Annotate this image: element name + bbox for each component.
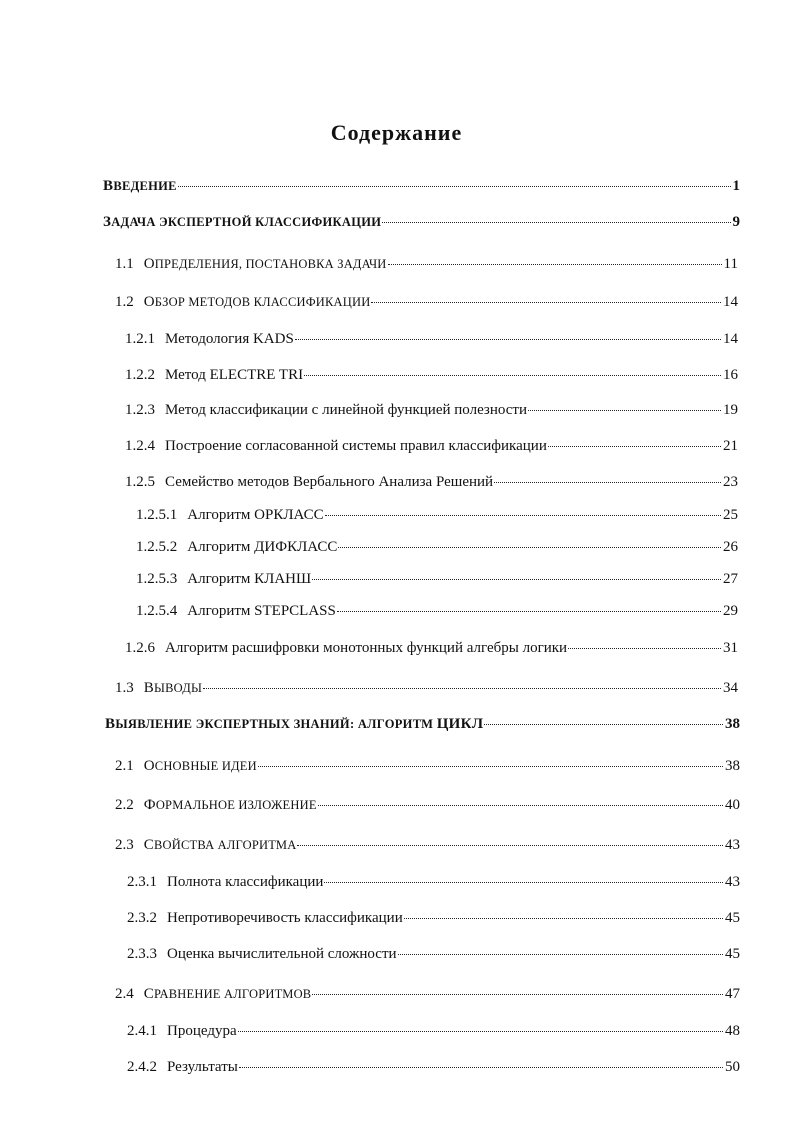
toc-page-number: 34 (723, 680, 738, 696)
toc-entry-1-2-3[interactable] (125, 400, 738, 420)
toc-entry-number: 2.4.2 (127, 1059, 157, 1075)
toc-entry-1-2-1[interactable] (125, 329, 738, 349)
toc-page-number: 43 (725, 874, 740, 890)
toc-entry-title: Алгоритм ОРКЛАСС (187, 507, 324, 523)
toc-entry-number: 2.2 (115, 797, 134, 813)
toc-entry-title: Процедура (167, 1023, 237, 1039)
dot-leader (398, 954, 723, 955)
toc-page-number: 14 (723, 331, 738, 347)
toc-entry-number: 2.3.1 (127, 874, 157, 890)
toc-entry-number: 1.2.5.4 (136, 603, 178, 619)
toc-entry-1-2-5-3[interactable] (136, 569, 738, 589)
toc-page-number: 48 (725, 1023, 740, 1039)
toc-entry-title: ФОРМАЛЬНОЕ ИЗЛОЖЕНИЕ (143, 797, 317, 813)
toc-page-number: 43 (725, 837, 740, 853)
toc-page-number: 45 (725, 910, 740, 926)
toc-entry-number: 1.2 (115, 294, 134, 310)
toc-entry-2-4[interactable] (115, 984, 740, 1004)
toc-entry-title: Алгоритм КЛАНШ (187, 571, 312, 587)
toc-entry-2-3-3[interactable] (127, 944, 740, 964)
dot-leader (295, 339, 721, 340)
dot-leader (484, 724, 723, 725)
dot-leader (312, 579, 721, 580)
toc-entry-title: Метод классификации с линейной функцией полезности (165, 402, 527, 418)
toc-entry-number: 2.4 (115, 986, 134, 1002)
toc-entry-number: 2.4.1 (127, 1023, 157, 1039)
dot-leader (312, 994, 723, 995)
dot-leader (239, 1067, 723, 1068)
toc-entry-number: 1.2.3 (125, 402, 155, 418)
toc-page-number: 45 (725, 946, 740, 962)
dot-leader (382, 222, 730, 223)
toc-entry-number: 2.1 (115, 758, 134, 774)
toc-entry-title: Результаты (167, 1059, 238, 1075)
toc-page-number: 40 (725, 797, 740, 813)
toc-entry-2-4-2[interactable] (127, 1057, 740, 1077)
toc-page-number: 1 (732, 178, 740, 194)
toc-entry-title: СРАВНЕНИЕ АЛГОРИТМОВ (143, 986, 312, 1002)
dot-leader (325, 515, 721, 516)
page-title: Содержание (330, 120, 463, 145)
toc-entry-title: Построение согласованной системы правил классификации (165, 438, 547, 454)
dot-leader (203, 688, 721, 689)
toc-page-number: 21 (723, 438, 738, 454)
toc-entry-title: ВЫЯВЛЕНИЕ ЭКСПЕРТНЫХ ЗНАНИЙ: АЛГОРИТМ ЦИКЛ (105, 716, 484, 732)
toc-entry-title: Оценка вычислительной сложности (167, 946, 397, 962)
dot-leader (494, 482, 721, 483)
dot-leader (258, 766, 723, 767)
dot-leader (318, 805, 723, 806)
dot-leader (338, 547, 721, 548)
toc-page-number: 9 (732, 214, 740, 230)
toc-entry-1-3[interactable] (115, 678, 738, 698)
toc-entry-number: 2.3 (115, 837, 134, 853)
toc-entry-title: Алгоритм расшифровки монотонных функций алгебры логики (165, 640, 568, 656)
dot-leader (568, 648, 721, 649)
toc-entry-title: Полнота классификации (167, 874, 324, 890)
toc-entry-1-2-5-4[interactable] (136, 601, 738, 621)
toc-page-number: 16 (723, 367, 738, 383)
toc-entry-2-3-1[interactable] (127, 872, 740, 892)
toc-entry-title: Метод ELECTRE TRI (165, 367, 304, 383)
toc-page-number: 47 (725, 986, 740, 1002)
toc-entry-1-2-5-2[interactable] (136, 537, 738, 557)
toc-page-number: 29 (723, 603, 738, 619)
toc-entry-2-1[interactable] (115, 756, 740, 776)
toc-entry-2-4-1[interactable] (127, 1021, 740, 1041)
toc-entry-1-2-2[interactable] (125, 365, 738, 385)
toc-page-number: 23 (723, 474, 738, 490)
toc-entry-number: 1.3 (115, 680, 134, 696)
toc-entry-2-3-2[interactable] (127, 908, 740, 928)
dot-leader (324, 882, 723, 883)
toc-page-number: 27 (723, 571, 738, 587)
toc-page-number: 38 (725, 716, 740, 732)
toc-entry-introduction[interactable] (103, 176, 740, 196)
toc-entry-number: 1.2.5.1 (136, 507, 178, 523)
toc-page-number: 19 (723, 402, 738, 418)
toc-entry-2-3[interactable] (115, 835, 740, 855)
toc-entry-1-1[interactable] (115, 254, 738, 274)
toc-entry-2-2[interactable] (115, 795, 740, 815)
dot-leader (304, 375, 721, 376)
dot-leader (297, 845, 723, 846)
toc-entry-title: Методология KADS (165, 331, 294, 347)
toc-entry-number: 1.2.1 (125, 331, 155, 347)
toc-entry-title: ОПРЕДЕЛЕНИЯ, ПОСТАНОВКА ЗАДАЧИ (143, 256, 387, 272)
dot-leader (371, 302, 721, 303)
toc-page-number: 31 (723, 640, 738, 656)
toc-page-number: 14 (723, 294, 738, 310)
toc-entry-1-2-5-1[interactable] (136, 505, 738, 525)
toc-entry-title: ЗАДАЧА ЭКСПЕРТНОЙ КЛАССИФИКАЦИИ (103, 214, 382, 230)
toc-page-number: 38 (725, 758, 740, 774)
toc-entry-title: Алгоритм STEPCLASS (187, 603, 336, 619)
toc-entry-1-2-6[interactable] (125, 638, 738, 658)
toc-entry-1-2-5[interactable] (125, 472, 738, 492)
toc-entry-title: ВВЕДЕНИЕ (103, 178, 177, 194)
toc-entry-title: ВЫВОДЫ (143, 680, 203, 696)
dot-leader (178, 186, 731, 187)
dot-leader (337, 611, 721, 612)
toc-entry-number: 1.2.5.3 (136, 571, 178, 587)
toc-entry-number: 2.3.2 (127, 910, 157, 926)
toc-entry-number: 1.2.5 (125, 474, 155, 490)
toc-entry-title: Непротиворечивость классификации (167, 910, 403, 926)
toc-entry-title: Алгоритм ДИФКЛАСС (187, 539, 338, 555)
toc-page-number: 50 (725, 1059, 740, 1075)
toc-entry-title: ОБЗОР МЕТОДОВ КЛАССИФИКАЦИИ (143, 294, 371, 310)
toc-entry-title: Семейство методов Вербального Анализа Решений (165, 474, 494, 490)
toc-entry-title: СВОЙСТВА АЛГОРИТМА (143, 837, 297, 853)
toc-entry-number: 1.1 (115, 256, 134, 272)
dot-leader (548, 446, 721, 447)
toc-entry-chapter-1[interactable] (103, 212, 740, 232)
toc-entry-number: 1.2.2 (125, 367, 155, 383)
toc-entry-1-2[interactable] (115, 292, 738, 312)
toc-entry-title: ОСНОВНЫЕ ИДЕИ (143, 758, 257, 774)
toc-page-number: 26 (723, 539, 738, 555)
dot-leader (528, 410, 721, 411)
dot-leader (404, 918, 723, 919)
toc-entry-1-2-4[interactable] (125, 436, 738, 456)
dot-leader (238, 1031, 723, 1032)
toc-page-number: 25 (723, 507, 738, 523)
toc-entry-number: 1.2.6 (125, 640, 155, 656)
toc-entry-number: 1.2.4 (125, 438, 155, 454)
dot-leader (388, 264, 722, 265)
toc-page-number: 11 (723, 256, 738, 272)
toc-entry-number: 1.2.5.2 (136, 539, 178, 555)
toc-entry-number: 2.3.3 (127, 946, 157, 962)
toc-entry-chapter-2[interactable] (105, 714, 740, 734)
